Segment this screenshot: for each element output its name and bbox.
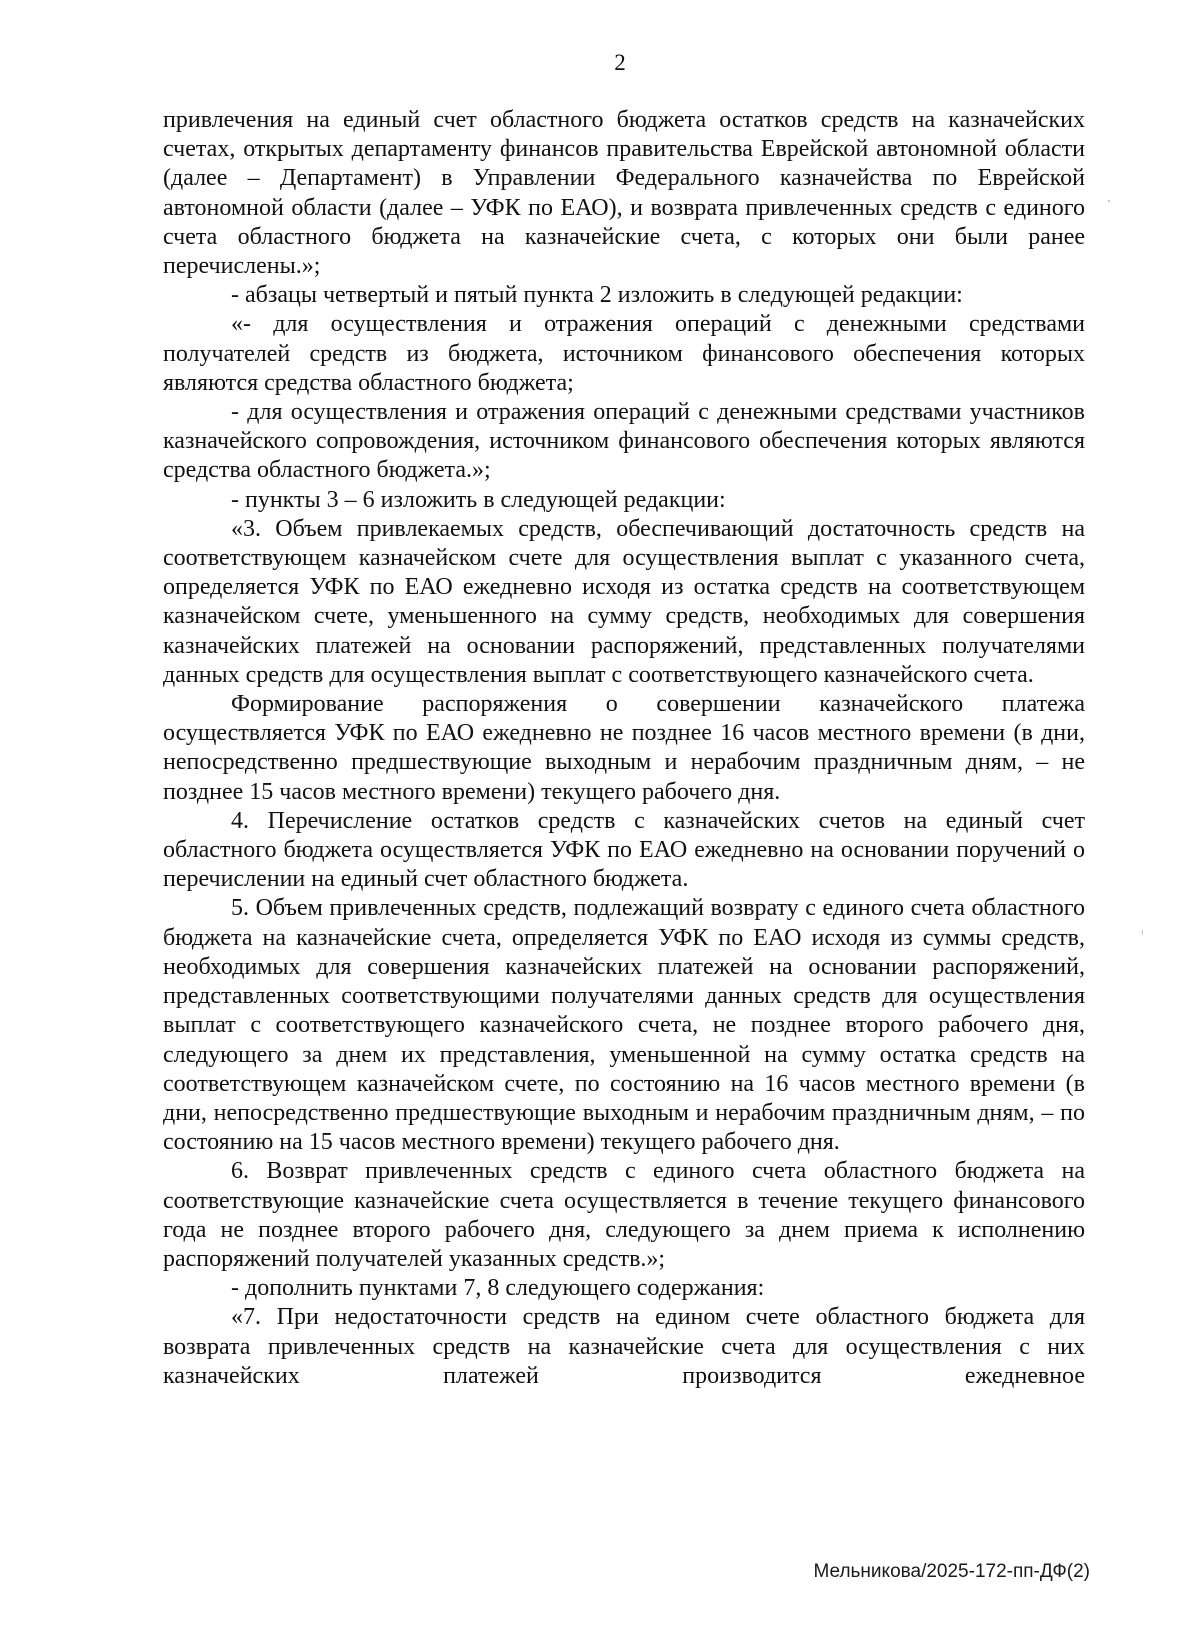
paragraph-escort-accounts: - для осуществления и отражения операций с денежными средствами участников казначейского сопровождения, источником финансового обеспечения которых являются средства областного бюджета.»; <box>163 399 1085 484</box>
paragraph-continuation: привлечения на единый счет областного бюджета остатков средств на казначейских счетах, открытых департаменту финансов правительства Еврейской автономной области (далее – Департамент) в Управлении Федерального казначейства по Еврейской автономной области (далее – УФК по ЕАО), и возврата привлеченных средств с единого счета областного бюджета на казначейские счета, с которых они были ранее перечислены.»; <box>163 107 1085 280</box>
paragraph-item-5: 5. Объем привлеченных средств, подлежащий возврату с единого счета областного бюджета на казначейские счета, определяется УФК по ЕАО исходя из суммы средств, необходимых для совершения казначейских платежей на основании распоряжений, представленных соответствующими получателями данных средств для осуществления выплат с соответствующего казначейского счета, не позднее второго рабочего дня, следующего за днем их представления, уменьшенной на сумму остатка средств на соответствующем казначейском счете, по состоянию на 16 часов местного времени (в дни, непосредственно предшествующие выходным и нерабочим праздничным дням, – по состоянию на 15 часов местного времени) текущего рабочего дня. <box>163 895 1085 1156</box>
scan-artifact <box>1142 930 1143 935</box>
paragraph-payment-order: Формирование распоряжения о совершении казначейского платежа осуществляется УФК по ЕАО ежедневно не позднее 16 часов местного времени (в дни, непосредственно предшествующие выходным и нерабочим праздничным дням, – не позднее 15 часов местного времени) текущего рабочего дня. <box>163 691 1085 805</box>
paragraph-amend-items-3-6: - пункты 3 – 6 изложить в следующей редакции: <box>231 486 726 513</box>
paragraph-amend-item-2: - абзацы четвертый и пятый пункта 2 изложить в следующей редакции: <box>231 282 963 309</box>
page-number: 2 <box>614 50 626 75</box>
paragraph-add-items-7-8: - дополнить пунктами 7, 8 следующего содержания: <box>231 1275 765 1302</box>
scan-artifact <box>1108 200 1110 202</box>
paragraph-item-3: «3. Объем привлекаемых средств, обеспечивающий достаточность средств на соответствующем казначейском счете для осуществления выплат с указанного счета, определяется УФК по ЕАО ежедневно исходя из остатка средств на соответствующем казначейском счете, уменьшенного на сумму средств, необходимых для совершения казначейских платежей на основании распоряжений, представленных получателями данных средств для осуществления выплат с соответствующего казначейского счета. <box>163 515 1085 688</box>
paragraph-item-6: 6. Возврат привлеченных средств с единого счета областного бюджета на соответствующие казначейские счета осуществляется в течение текущего финансового года не позднее второго рабочего дня, следующего за днем приема к исполнению распоряжений получателей указанных средств.»; <box>163 1158 1085 1272</box>
paragraph-item-7: «7. При недостаточности средств на едином счете областного бюджета для возврата привлеченных средств на казначейские счета для осуществления с них казначейских платежей производится ежедневное <box>163 1304 1085 1389</box>
paragraph-recipients-accounts: «- для осуществления и отражения операций с денежными средствами получателей средств из бюджета, источником финансового обеспечения которых являются средства областного бюджета; <box>163 311 1085 396</box>
paragraph-item-4: 4. Перечисление остатков средств с казначейских счетов на единый счет областного бюджета осуществляется УФК по ЕАО ежедневно на основании поручений о перечислении на единый счет областного бюджета. <box>163 807 1085 893</box>
document-body <box>163 106 1085 1391</box>
document-registration-code: Мельникова/2025-172-пп-ДФ(2) <box>813 1561 1090 1582</box>
